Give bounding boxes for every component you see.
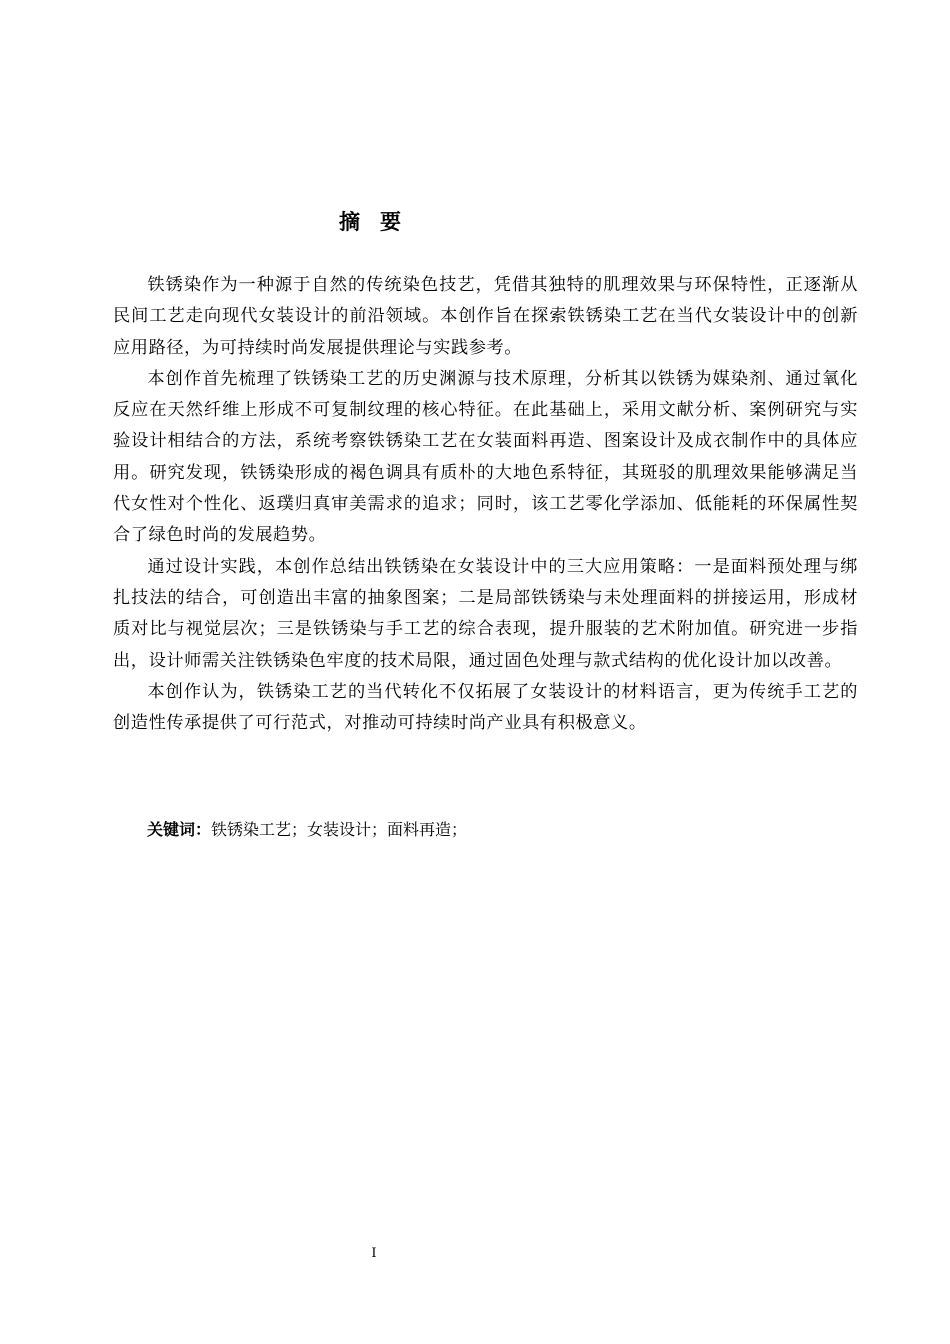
keywords-text: 铁锈染工艺；女装设计；面料再造； xyxy=(211,820,468,839)
abstract-paragraph-2: 本创作首先梳理了铁锈染工艺的历史渊源与技术原理，分析其以铁锈为媒染剂、通过氧化反应在天然纤维上形成不可复制纹理的核心特征。在此基础上，采用文献分析、案例研究与实验设计相结合的方法，系统考察铁锈染工艺在女装面料再造、图案设计及成衣制作中的具体应用。研究发现，铁锈染形成的褐色调具有质朴的大地色系特征，其斑驳的肌理效果能够满足当代女性对个性化、返璞归真审美需求的追求；同时，该工艺零化学添加、低能耗的环保属性契合了绿色时尚的发展趋势。 xyxy=(113,368,858,546)
page-number: I xyxy=(371,1246,377,1261)
abstract-title: 摘要 xyxy=(339,210,421,234)
abstract-paragraph-3: 通过设计实践，本创作总结出铁锈染在女装设计中的三大应用策略：一是面料预处理与绑扎技法的结合，可创造出丰富的抽象图案；二是局部铁锈染与未处理面料的拼接运用，形成材质对比与视觉层次；三是铁锈染与手工艺的综合表现，提升服装的艺术附加值。研究进一步指出，设计师需关注铁锈染色牢度的技术局限，通过固色处理与款式结构的优化设计加以改善。 xyxy=(113,556,858,671)
abstract-paragraph-4: 本创作认为，铁锈染工艺的当代转化不仅拓展了女装设计的材料语言，更为传统手工艺的创造性传承提供了可行范式，对推动可持续时尚产业具有积极意义。 xyxy=(113,681,858,734)
keywords-label: 关键词： xyxy=(147,820,212,839)
abstract-paragraph-1: 铁锈染作为一种源于自然的传统染色技艺，凭借其独特的肌理效果与环保特性，正逐渐从民间工艺走向现代女装设计的前沿领域。本创作旨在探索铁锈染工艺在当代女装设计中的创新应用路径，为可持续时尚发展提供理论与实践参考。 xyxy=(113,275,858,358)
abstract-body xyxy=(113,270,858,739)
keywords-line xyxy=(147,815,847,845)
